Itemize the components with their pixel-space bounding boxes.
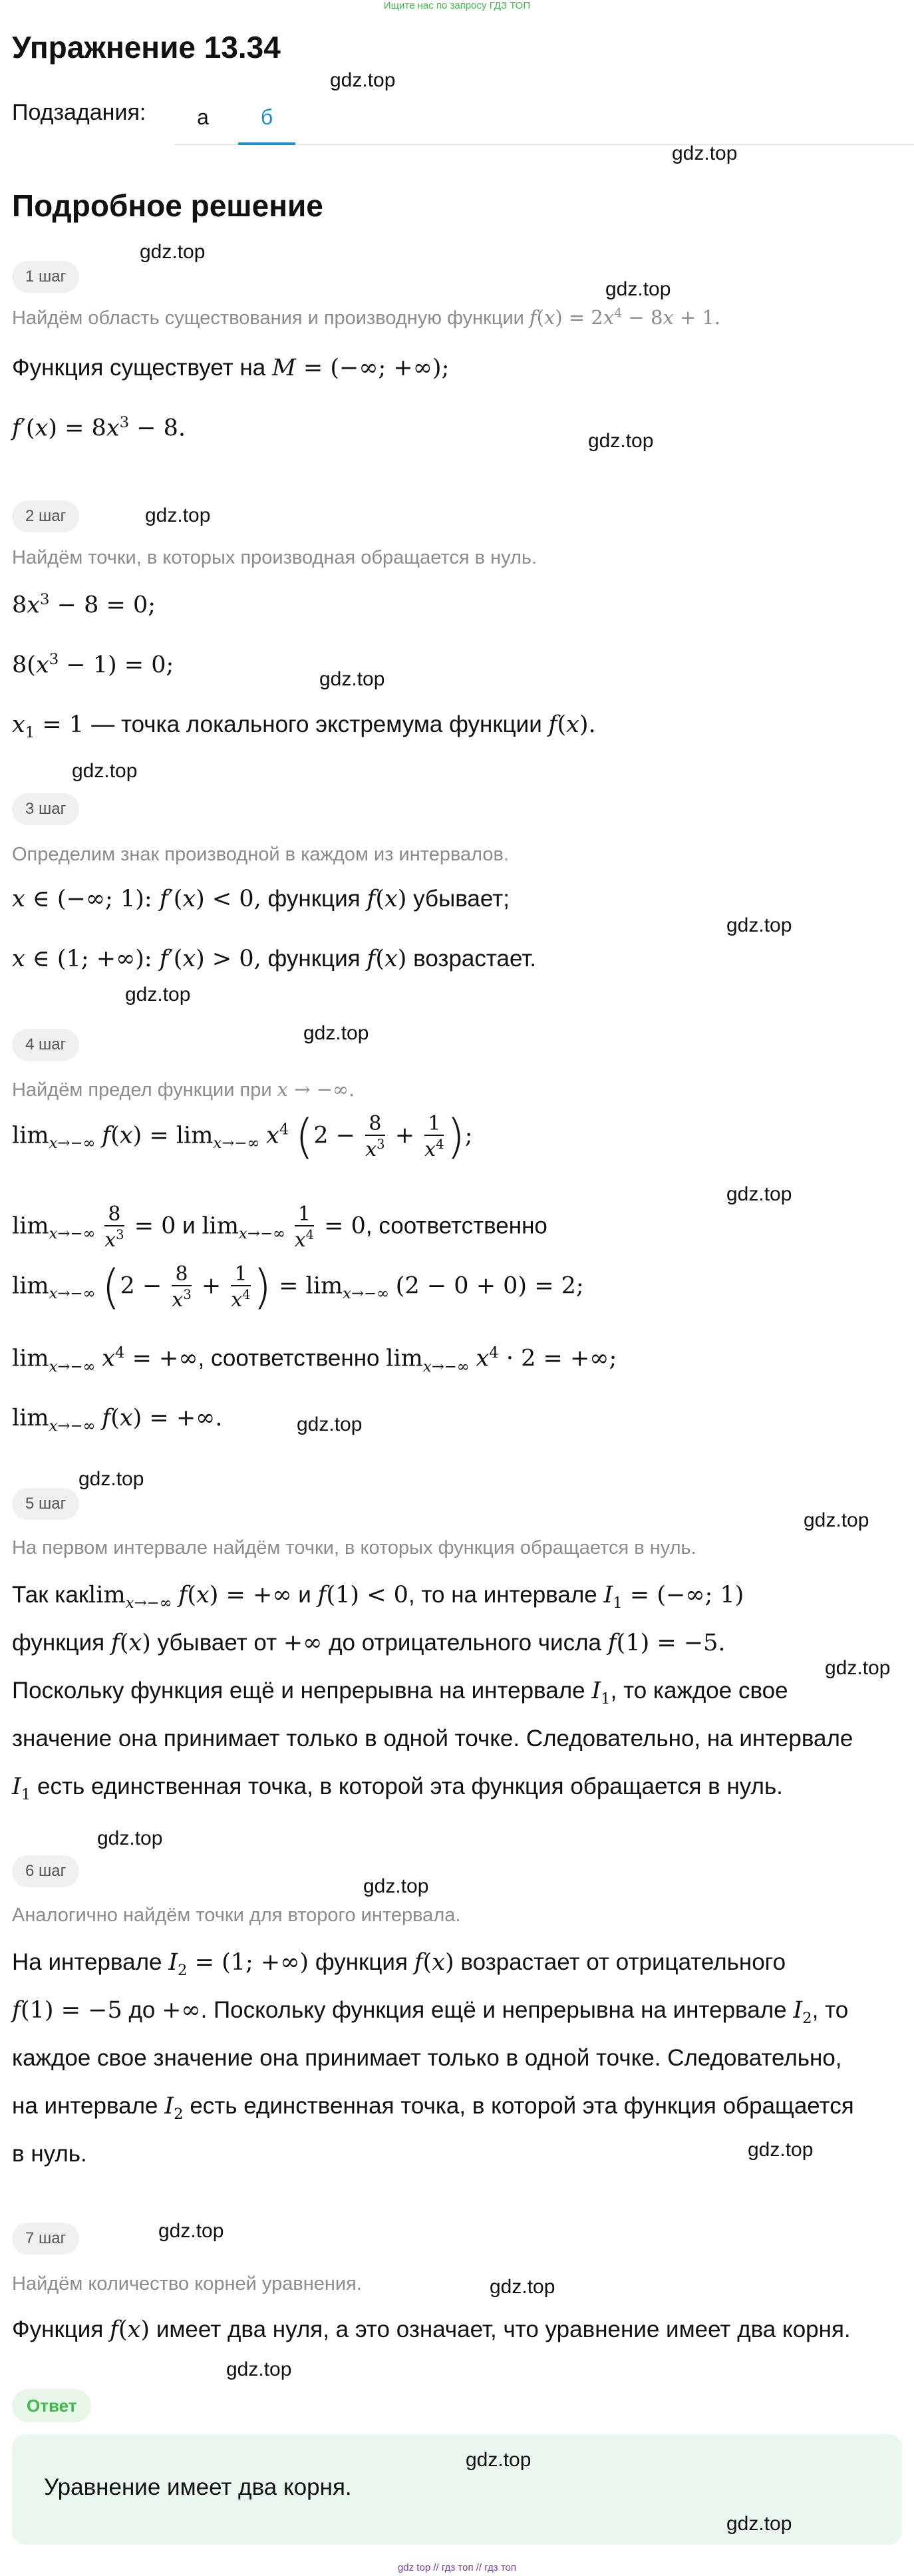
step-desc-3: Определим знак производной в каждом из интервалов. — [12, 844, 510, 865]
watermark: gdz.top — [145, 504, 211, 526]
step-badge-6: 6 шаг — [12, 1855, 79, 1887]
step1-line-2: $f'(x) = 8x^3 - 8$. — [12, 414, 186, 442]
step-desc-7: Найдём количество корней уравнения. — [12, 2273, 362, 2295]
step6-line-4: на интервале $I_2$ есть единственная точка, в которой эта функция обращается — [12, 2093, 854, 2123]
step6-line-3: каждое свое значение она принимает только в одной точке. Следовательно, — [12, 2045, 842, 2071]
step-desc-5: На первом интервале найдём точки, в которых функция обращается в нуль. — [12, 1537, 696, 1559]
step-badge-5: 5 шаг — [12, 1488, 79, 1520]
step5-line-3: Поскольку функция ещё и непрерывна на интервале $I_1$, то каждое свое — [12, 1678, 788, 1708]
step-desc-1: Найдём область существования и производную функции $f(x) = 2x^4 - 8x + 1$. — [12, 306, 721, 329]
watermark: gdz.top — [672, 142, 738, 164]
step4-line-3: $\lim_{x\to-\infty} (2$ − $\frac{8}{x^3}$ + $\frac{1}{x^4}$ ) = $\lim_{x\to-\infty} (2 - 0 + 0) = 2$; — [12, 1260, 584, 1314]
subtask-tab-a[interactable]: а — [197, 105, 209, 129]
watermark: gdz.top — [78, 1468, 144, 1490]
step2-line-2: $8(x^3 - 1) = 0$; — [12, 651, 174, 679]
subtask-tab-b[interactable]: б — [238, 101, 295, 145]
answer-badge: Ответ — [12, 2389, 91, 2422]
step4-line-4: $\lim_{x\to-\infty} x^4$ = +∞, соответственно $\lim_{x\to-\infty} x^4 \cdot 2$ = +∞; — [12, 1344, 617, 1376]
step-desc-4: Найдём предел функции при x → −∞. — [12, 1078, 355, 1101]
step-badge-7: 7 шаг — [12, 2223, 79, 2255]
watermark: gdz.top — [319, 668, 385, 690]
page-title: Упражнение 13.34 — [12, 30, 281, 65]
watermark: gdz.top — [605, 278, 671, 300]
step-badge-1: 1 шаг — [12, 261, 79, 293]
section-title: Подробное решение — [12, 188, 323, 223]
step1-line-1: Функция существует на M = (−∞; +∞); — [12, 355, 450, 381]
footer-links[interactable]: gdz top // гдз топ // гдз топ — [397, 2562, 517, 2573]
watermark: gdz.top — [303, 1022, 369, 1044]
watermark: gdz.top — [490, 2276, 555, 2298]
step6-line-1: На интервале $I_2 = (1$; +∞) функция f(x) возрастает от отрицательного — [12, 1949, 786, 1979]
step5-line-2: функция f(x) убывает от +∞ до отрицательного числа f(1) = −5. — [12, 1630, 726, 1656]
watermark: gdz.top — [726, 914, 792, 936]
step-badge-4: 4 шаг — [12, 1029, 79, 1061]
step5-line-5: $I_1$ есть единственная точка, в которой эта функция обращается в нуль. — [12, 1773, 783, 1803]
step2-line-1: $8x^3 - 8 = 0$; — [12, 591, 156, 619]
step-desc-2: Найдём точки, в которых производная обращается в нуль. — [12, 547, 537, 568]
step-badge-2: 2 шаг — [12, 500, 79, 532]
watermark: gdz.top — [588, 430, 654, 452]
watermark: gdz.top — [825, 1657, 891, 1679]
watermark: gdz.top — [72, 760, 138, 782]
watermark: gdz.top — [140, 241, 206, 263]
watermark: gdz.top — [97, 1827, 163, 1849]
step3-line-1: x ∈ (−∞; 1): f′(x) < 0, функция f(x) убывает; — [12, 886, 510, 912]
step-desc-6: Аналогично найдём точки для второго интервала. — [12, 1905, 461, 1926]
watermark: gdz.top — [363, 1875, 429, 1897]
step4-line-5: $\lim_{x\to-\infty} f(x)$ = +∞. — [12, 1405, 223, 1435]
step3-line-2: x ∈ (1; +∞): f′(x) > 0, функция f(x) возрастает. — [12, 946, 537, 972]
step5-line-4: значение она принимает только в одной точке. Следовательно, на интервале — [12, 1726, 853, 1751]
watermark: gdz.top — [125, 984, 191, 1006]
watermark: gdz.top — [726, 2513, 792, 2535]
step7-line-1: Функция f(x) имеет два нуля, а это означает, что уравнение имеет два корня. — [12, 2316, 851, 2343]
watermark: gdz.top — [158, 2220, 224, 2242]
watermark: gdz.top — [466, 2449, 532, 2471]
watermark: gdz.top — [330, 69, 396, 91]
subtasks-label: Подзадания: — [12, 100, 146, 125]
answer-text: Уравнение имеет два корня. — [44, 2474, 352, 2500]
step5-line-1: Так какlim$_{x\to-\infty}$ f(x) = +∞ и f(1) < 0, то на интервале $I_1$ = (−∞; 1) — [12, 1582, 744, 1612]
step-badge-3: 3 шаг — [12, 793, 79, 825]
watermark: gdz.top — [748, 2139, 814, 2161]
watermark: gdz.top — [226, 2358, 292, 2380]
subtasks-tabs — [174, 93, 914, 145]
step6-line-5: в нуль. — [12, 2141, 87, 2167]
step6-line-2: f(1) = −5 до +∞. Поскольку функция ещё и непрерывна на интервале $I_2$, то — [12, 1997, 849, 2027]
step4-line-2: $\lim_{x\to-\infty}$ $\frac{8}{x^3}$ = 0 и $\lim_{x\to-\infty}$ $\frac{1}{x^4}$ = 0, соответственно — [12, 1202, 547, 1252]
top-banner[interactable]: Ищите нас по запросу ГДЗ ТОП — [383, 0, 531, 11]
step2-line-3: $x_1 = 1$ — точка локального экстремума функции f(x). — [12, 711, 596, 741]
watermark: gdz.top — [804, 1509, 869, 1531]
watermark: gdz.top — [297, 1413, 363, 1435]
step4-line-1: $\lim_{x\to-\infty} f(x) = \lim_{x\to-\infty} x^4$ (2 − $\frac{8}{x^3}$ + $\frac{1}{x^4}$ ); — [12, 1109, 473, 1164]
watermark: gdz.top — [726, 1183, 792, 1205]
